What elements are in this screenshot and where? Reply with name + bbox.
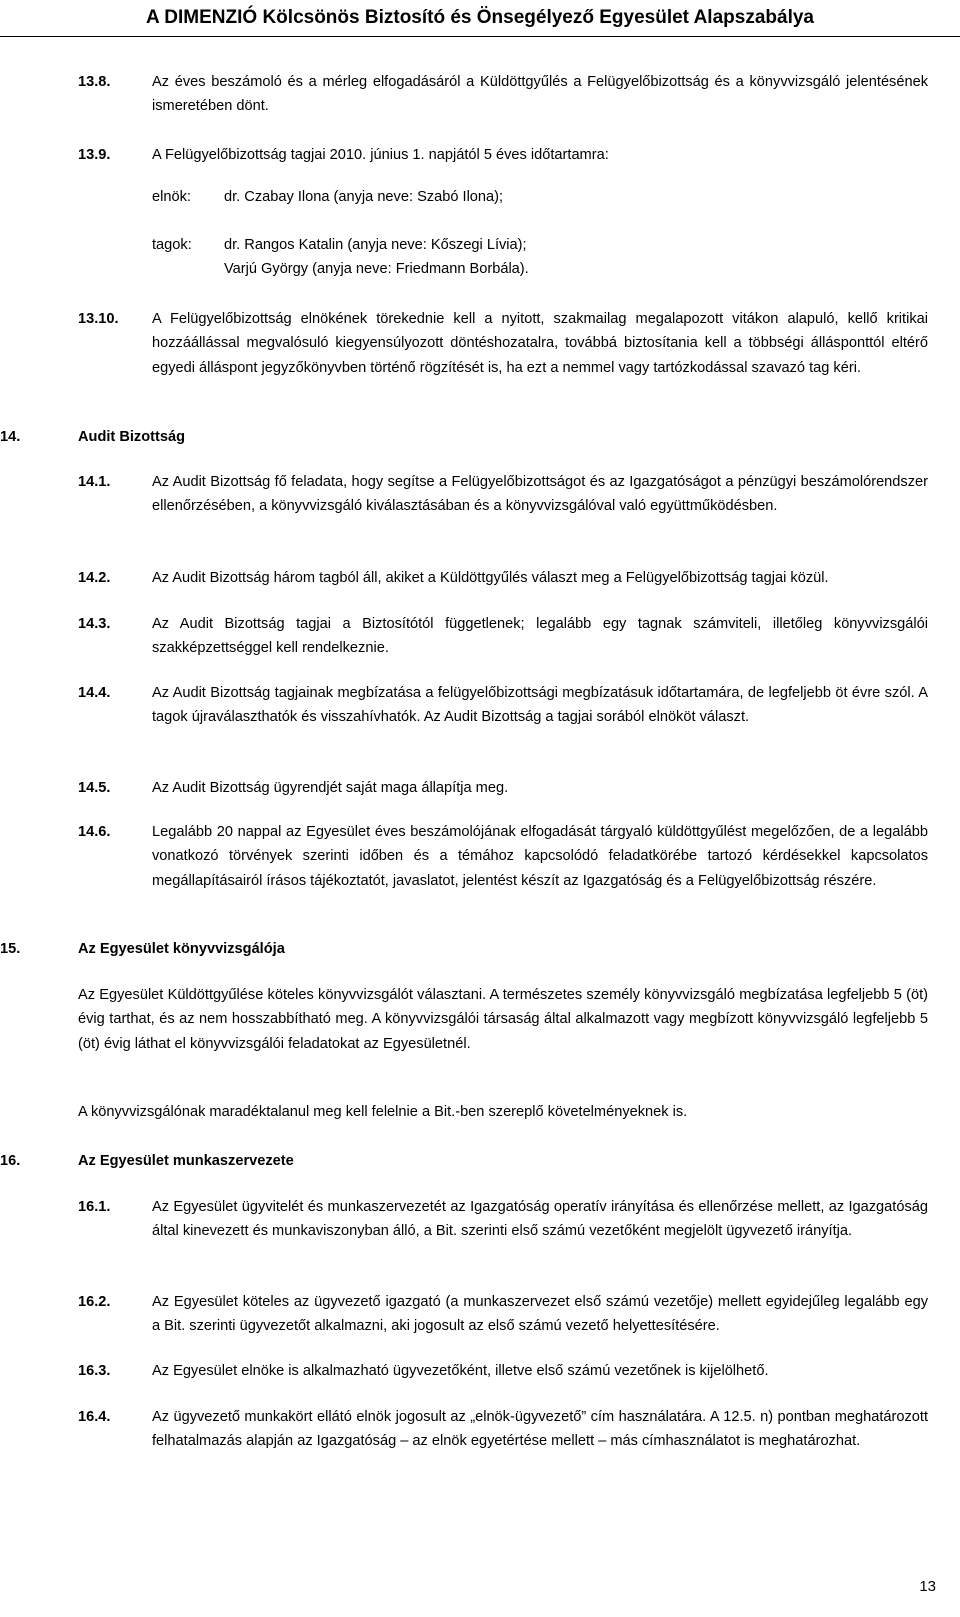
section-heading-16: [0, 1149, 400, 1175]
paragraph-text: A Felügyelőbizottság tagjai 2010. június 1. napjától 5 éves időtartamra:: [152, 147, 609, 163]
paragraph-14-4: [78, 681, 928, 756]
paragraph-text: Az Audit Bizottság három tagból áll, akiket a Küldöttgyűlés választ meg a Felügyelőbizottság tagjai közül.: [152, 570, 829, 586]
paragraph-number: 16.3.: [78, 1363, 111, 1379]
paragraph-text: Az ügyvezető munkakört ellátó elnök jogosult az „elnök-ügyvezető” cím használatára. A 12.5. n) pontban meghatározott felhatalmazás alapján az Igazgatóság – az elnök egyetértése mellett – más címhasználatot is meghatározhat.: [152, 1409, 928, 1450]
page-number: 13: [919, 1578, 936, 1595]
members-label: tagok:: [152, 237, 192, 253]
paragraph-text: Az Audit Bizottság tagjainak megbízatása a felügyelőbizottsági megbízatásuk időtartamára, de legfeljebb öt évre szól. A tagok újraválaszthatók és visszahívhatók. Az Audit Bizottság a tagjai sorából elnököt választ.: [152, 685, 928, 726]
section-heading-15: [0, 937, 400, 963]
section-title: Audit Bizottság: [78, 429, 186, 445]
member-name: dr. Rangos Katalin (anyja neve: Kőszegi Lívia);: [224, 237, 527, 253]
paragraph-number: 16.1.: [78, 1199, 111, 1215]
paragraph-number: 13.8.: [78, 74, 111, 90]
paragraph-text: Az Egyesület ügyvitelét és munkaszervezetét az Igazgatóság operatív irányítása és ellenőrzése mellett, az Igazgatóság által kinevezett és munkaviszonyban álló, a Bit. szerinti első számú vezetőként megjelölt ügyvezető irányítja.: [152, 1199, 928, 1240]
paragraph-text: Az Audit Bizottság fő feladata, hogy segítse a Felügyelőbizottságot és az Igazgatóságot a pénzügyi beszámolórendszer ellenőrzésében, a könyvvizsgáló kiválasztásában és a könyvvizsgálóval való együttműködésben.: [152, 474, 928, 515]
paragraph-text: Legalább 20 nappal az Egyesület éves beszámolójának elfogadását tárgyaló küldöttgyűlést megelőzően, de a legalább vonatkozó törvények szerinti időben és a témához kapcsolódó feladatkörébe tartozó kérdésekkel kapcsolatos megállapításairól írásos tájékoztatót, javaslatot, jelentést készít az Igazgatóság és a Felügyelőbizottság részére.: [152, 824, 928, 889]
paragraph-number: 16.2.: [78, 1294, 111, 1310]
paragraph-text: Az Audit Bizottság ügyrendjét saját maga állapítja meg.: [152, 780, 509, 796]
paragraph-16-2: [78, 1290, 928, 1340]
paragraph-13-8: [78, 70, 928, 120]
document-title: A DIMENZIÓ Kölcsönös Biztosító és Önsegélyező Egyesület Alapszabálya: [146, 7, 814, 28]
paragraph-number: 14.2.: [78, 570, 111, 586]
section-heading-14: [0, 425, 300, 451]
paragraph-16-4: [78, 1405, 928, 1480]
paragraph-number: 14.3.: [78, 616, 111, 632]
paragraph-text: Az éves beszámoló és a mérleg elfogadásáról a Küldöttgyűlés a Felügyelőbizottság és a könyvvizsgáló jelentésének ismeretében dönt.: [152, 74, 928, 115]
paragraph-number: 13.10.: [78, 311, 119, 327]
section-title: Az Egyesület munkaszervezete: [78, 1153, 294, 1169]
section-number: 14.: [0, 429, 21, 445]
paragraph-number: 14.6.: [78, 824, 111, 840]
section-number: 15.: [0, 941, 21, 957]
paragraph-14-5: [78, 776, 928, 802]
paragraph-text: Az Egyesület köteles az ügyvezető igazgató (a munkaszervezet első számú vezetője) mellett egyidejűleg legalább egy a Bit. szerinti ügyvezetőt alkalmazni, aki jogosult az első számú vezető helyettesítésére.: [152, 1294, 928, 1335]
paragraph-number: 14.1.: [78, 474, 111, 490]
chair-name: dr. Czabay Ilona (anyja neve: Szabó Ilona);: [224, 189, 504, 205]
paragraph-text: Az Egyesület elnöke is alkalmazható ügyvezetőként, illetve első számú vezetőnek is kijelölhető.: [152, 1363, 769, 1379]
page-header: [0, 0, 960, 37]
member-name: Varjú György (anyja neve: Friedmann Borbála).: [224, 261, 529, 277]
paragraph-15-requirements: A könyvvizsgálónak maradéktalanul meg kell felelnie a Bit.-ben szereplő követelményeknek is.: [78, 1104, 688, 1120]
paragraph-text: Az Audit Bizottság tagjai a Biztosítótól függetlenek; legalább egy tagnak számviteli, illetőleg könyvvizsgálói szakképzettséggel kell rendelkeznie.: [152, 616, 928, 657]
paragraph-number: 14.4.: [78, 685, 111, 701]
paragraph-number: 14.5.: [78, 780, 111, 796]
section-number: 16.: [0, 1153, 21, 1169]
paragraph-14-6: [78, 820, 928, 920]
chair-label: elnök:: [152, 189, 191, 205]
paragraph-number: 16.4.: [78, 1409, 111, 1425]
paragraph-16-1: [78, 1195, 928, 1270]
paragraph-15-body: Az Egyesület Küldöttgyűlése köteles könyvvizsgálót választani. A természetes személy könyvvizsgáló megbízatása legfeljebb 5 (öt) évig tarthat, és az nem hosszabbítható meg. A könyvvizsgálói társaság által alkalmazott vagy megbízott könyvvizsgáló legfeljebb 5 (öt) évig láthat el könyvvizsgálói feladatokat az Egyesületnél.: [78, 987, 928, 1052]
paragraph-14-2: [78, 566, 928, 592]
section-title: Az Egyesület könyvvizsgálója: [78, 941, 285, 957]
paragraph-16-3: [78, 1359, 928, 1385]
paragraph-14-1: [78, 470, 928, 545]
paragraph-14-3: [78, 612, 928, 662]
paragraph-text: A Felügyelőbizottság elnökének törekednie kell a nyitott, szakmailag megalapozott vitákon alapuló, kellő kritikai hozzáállással megvalósuló kiegyensúlyozott döntéshozatalra, továbbá biztosítania kell a többségi állásponttól eltérő egyedi álláspont jegyzőkönyvben történő rögzítését is, ha ezt a nemmel vagy tartózkodással szavazó tag kéri.: [152, 311, 928, 376]
paragraph-13-10: [78, 307, 928, 407]
paragraph-number: 13.9.: [78, 147, 111, 163]
